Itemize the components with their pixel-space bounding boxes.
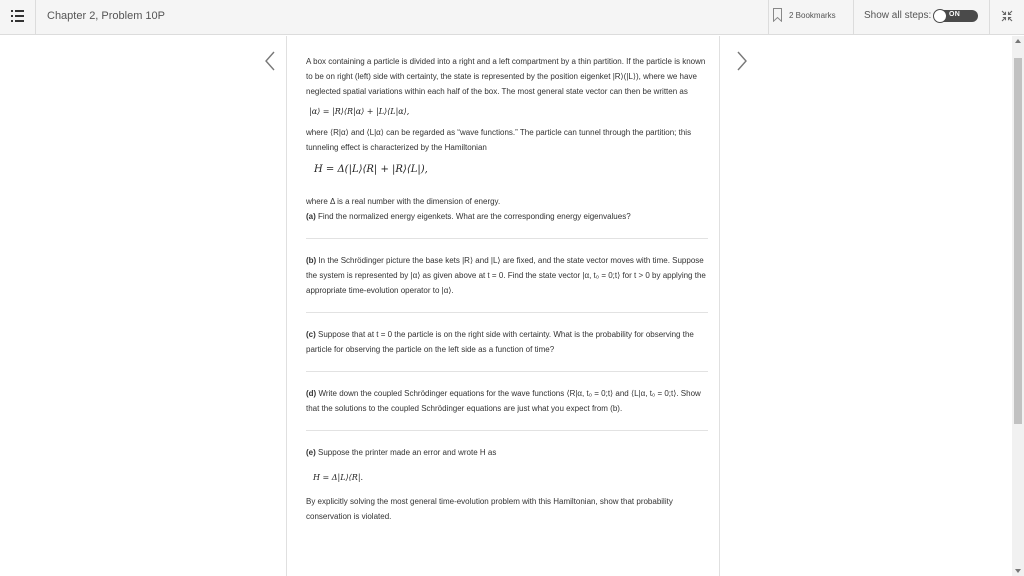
scroll-up-arrow-icon[interactable]: [1015, 39, 1021, 43]
part-a: [306, 209, 708, 224]
part-a-text: Find the normalized energy eigenkets. What are the corresponding energy eigenvalues?: [318, 212, 631, 221]
bookmark-icon: [773, 8, 782, 22]
part-c-label: (c): [306, 330, 316, 339]
part-c-text: Suppose that at t = 0 the particle is on the right side with certainty. What is the probability for observing the particle for observing the particle on the left side as a function of time?: [306, 330, 694, 354]
equation-state-vector: |α⟩ = |R⟩⟨R|α⟩ + |L⟩⟨L|α⟩,: [309, 107, 410, 116]
list-icon[interactable]: [11, 10, 24, 23]
divider: [306, 238, 708, 239]
part-e-text: Suppose the printer made an error and wrote H as: [318, 448, 497, 457]
part-e-label: (e): [306, 448, 316, 457]
part-c: [306, 327, 708, 357]
part-e-text-2: By explicitly solving the most general time-evolution problem with this Hamiltonian, show that probability conservation is violated.: [306, 497, 673, 521]
divider: [306, 371, 708, 372]
part-b-label: (b): [306, 256, 317, 265]
problem-content: [306, 54, 708, 524]
equation-hamiltonian: H = Δ(|L⟩⟨R| + |R⟩⟨L|),: [314, 164, 428, 175]
equation-wrong-hamiltonian: H = Δ|L⟩⟨R|.: [313, 473, 364, 482]
chevron-right-icon[interactable]: [735, 50, 749, 72]
part-b-text: In the Schrödinger picture the base kets |R⟩ and |L⟩ are fixed, and the state vector moves with time. Suppose the system is represented by |α⟩ as given above at t = 0. Find the state vector |α, t₀ = 0;t⟩ for t > 0 by applying the appropriate time-evolution operator to |α⟩.: [306, 256, 706, 295]
scrollbar-thumb[interactable]: [1014, 58, 1022, 424]
divider: [853, 0, 854, 34]
toggle-knob: [933, 9, 947, 23]
divider: [35, 0, 36, 34]
top-bar: [0, 0, 1024, 35]
collapse-icon[interactable]: [1001, 10, 1013, 22]
part-d-label: (d): [306, 389, 317, 398]
toggle-state: ON: [949, 11, 961, 18]
show-all-steps-label: Show all steps:: [864, 10, 932, 21]
scroll-down-arrow-icon[interactable]: [1015, 569, 1021, 573]
part-a-label: (a): [306, 212, 316, 221]
part-e: [306, 445, 708, 460]
scrollbar[interactable]: [1012, 36, 1024, 576]
problem-text-3: where Δ is a real number with the dimension of energy.: [306, 197, 501, 206]
bookmarks-label: 2 Bookmarks: [789, 11, 836, 20]
part-d: [306, 386, 708, 416]
part-b: [306, 253, 708, 298]
chevron-left-icon[interactable]: [263, 50, 277, 72]
problem-card: [286, 36, 720, 576]
problem-text-2: where ⟨R|α⟩ and ⟨L|α⟩ can be regarded as “wave functions.” The particle can tunnel through the partition; this tunneling effect is characterized by the Hamiltonian: [306, 128, 692, 152]
show-all-steps-toggle[interactable]: [934, 10, 978, 22]
divider: [989, 0, 990, 34]
divider: [306, 312, 708, 313]
problem-intro: A box containing a particle is divided into a right and a left compartment by a thin partition. If the particle is known to be on right (left) side with certainty, the state is represented by the position eigenket |R⟩(|L⟩), where we have neglected spatial variations within each half of the box. The most general state vector can then be written as: [306, 57, 706, 96]
part-d-text: Write down the coupled Schrödinger equations for the wave functions ⟨R|α, t₀ = 0;t⟩ and ⟨L|α, t₀ = 0;t⟩. Show that the solutions to the coupled Schrödinger equations are just what you expect from (b).: [306, 389, 701, 413]
chapter-title: Chapter 2, Problem 10P: [47, 10, 166, 22]
divider: [306, 430, 708, 431]
bookmarks-button[interactable]: [768, 0, 853, 34]
